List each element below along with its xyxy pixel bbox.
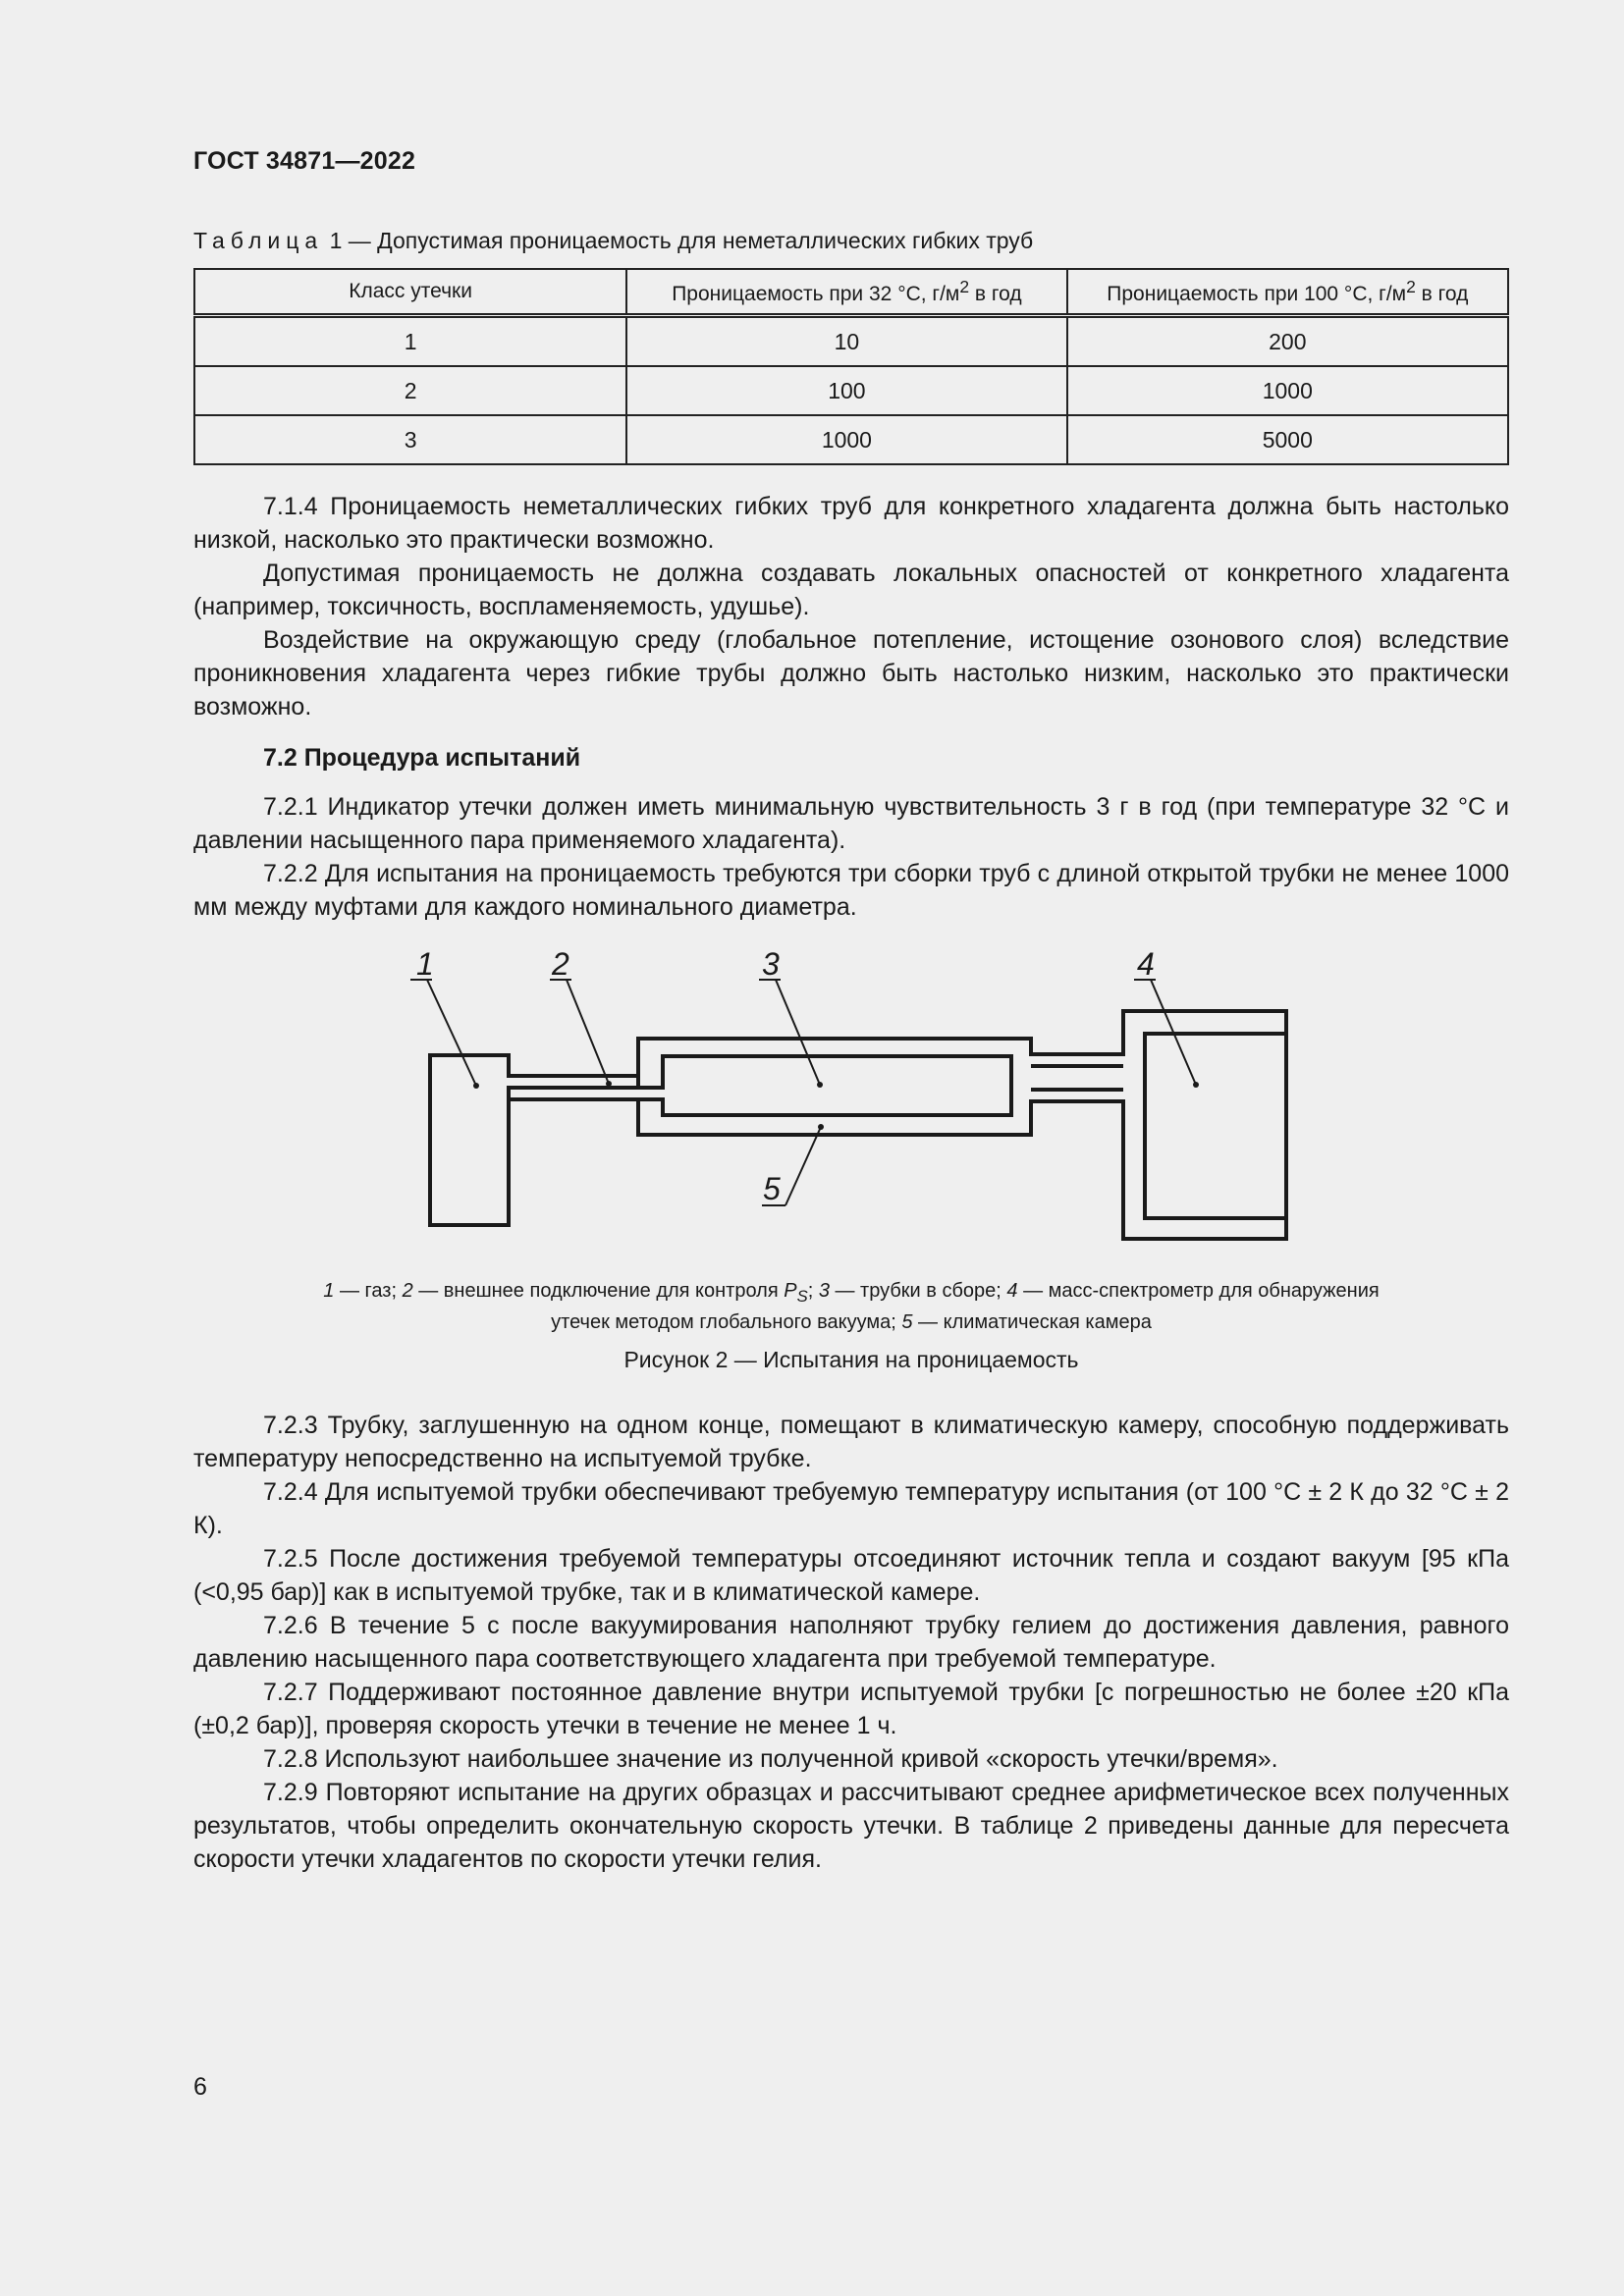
leader-2 (567, 980, 609, 1084)
header-32-unit: в год (969, 283, 1022, 305)
header-permeability-32 (626, 269, 1066, 316)
legend-text: утечек методом глобального вакуума; (551, 1311, 902, 1333)
legend-text: — климатическая камера (912, 1311, 1152, 1333)
header-leak-class: Класс утечки (194, 269, 626, 316)
leader-5 (785, 1127, 821, 1205)
figure-2-legend (193, 1278, 1509, 1336)
cell-perm-100: 1000 (1067, 366, 1508, 415)
document-code: ГОСТ 34871—2022 (193, 147, 416, 175)
label-4: 4 (1137, 946, 1155, 982)
section-7-2-part-a (193, 790, 1509, 924)
table-1-title-text: 1 — Допустимая проницаемость для неметаллических гибких труб (323, 228, 1034, 253)
label-5: 5 (763, 1171, 781, 1206)
tube-assembly-shape (638, 1056, 1011, 1115)
figure-2-diagram (393, 937, 1316, 1252)
paragraph: 7.2.5 После достижения требуемой температуры отсоединяют источник тепла и создают вакуум [95 кПа (<0,95 бар)] как в испытуемой трубке, так и в климатической камере. (193, 1545, 1509, 1606)
cell-class: 3 (194, 415, 626, 464)
permeability-table (193, 268, 1509, 465)
table-1-title (193, 228, 1033, 254)
mass-spectrometer-shape (1145, 1034, 1286, 1218)
paragraph: 7.2.3 Трубку, заглушенную на одном конце, помещают в климатическую камеру, способную поддерживать температуру непосредственно на испытуемой трубке. (193, 1412, 1509, 1472)
header-permeability-100 (1067, 269, 1508, 316)
paragraph: Воздействие на окружающую среду (глобальное потепление, истощение озонового слоя) вследствие проникновения хладагента через гибкие трубы должно быть настолько низким, насколько это практически возможно. (193, 626, 1509, 721)
cell-perm-100: 5000 (1067, 415, 1508, 464)
page-number: 6 (193, 2073, 207, 2101)
header-32-sup: 2 (959, 277, 970, 296)
legend-text: — газ; (334, 1280, 403, 1302)
paragraph: 7.2.6 В течение 5 с после вакуумирования наполняют трубку гелием до достижения давления, равного давлению насыщенного пара соответствующего хладагента при требуемой температуре. (193, 1612, 1509, 1673)
table-row (194, 366, 1508, 415)
paragraph: 7.2.1 Индикатор утечки должен иметь минимальную чувствительность 3 г в год (при температуре 32 °С и давлении насыщенного пара применяемого хладагента). (193, 793, 1509, 854)
legend-symbol-sub: S (796, 1287, 808, 1306)
point-3 (817, 1082, 823, 1088)
table-row (194, 415, 1508, 464)
cell-perm-100: 200 (1067, 316, 1508, 367)
header-100-sup: 2 (1406, 277, 1416, 296)
legend-text: ; (807, 1280, 819, 1302)
legend-num: 5 (901, 1311, 913, 1333)
cell-perm-32: 100 (626, 366, 1066, 415)
cell-class: 2 (194, 366, 626, 415)
point-4 (1193, 1082, 1199, 1088)
point-1 (473, 1083, 479, 1089)
paragraph: 7.2.2 Для испытания на проницаемость требуются три сборки труб с длиной открытой трубки не менее 1000 мм между муфтами для каждого номинального диаметра. (193, 860, 1509, 921)
legend-line-1 (193, 1278, 1509, 1309)
legend-num: 1 (323, 1280, 335, 1302)
header-100-unit: в год (1415, 283, 1469, 305)
point-5 (818, 1124, 824, 1130)
legend-num: 3 (818, 1280, 830, 1302)
legend-text: — масс-спектрометр для обнаружения (1017, 1280, 1380, 1302)
table-1-title-prefix: Таблица (193, 228, 324, 253)
cell-class: 1 (194, 316, 626, 367)
leader-1 (427, 980, 476, 1086)
label-2: 2 (552, 946, 569, 982)
cell-perm-32: 1000 (626, 415, 1066, 464)
legend-num: 4 (1006, 1280, 1018, 1302)
header-32-text: Проницаемость при 32 °С, г/м (672, 283, 960, 305)
section-7-2-heading: 7.2 Процедура испытаний (263, 744, 581, 772)
legend-line-2 (193, 1309, 1509, 1336)
paragraph: Допустимая проницаемость не должна создавать локальных опасностей от конкретного хладагента (например, токсичность, воспламеняемость, удушье). (193, 560, 1509, 620)
section-7-1-4 (193, 490, 1509, 723)
cell-perm-32: 10 (626, 316, 1066, 367)
paragraph: 7.2.9 Повторяют испытание на других образцах и рассчитывают среднее арифметическое всех полученных результатов, чтобы определить окончательную скорость утечки. В таблице 2 приведены данные для пересчета скорости утечки хладагентов по скорости утечки гелия. (193, 1779, 1509, 1873)
paragraph: 7.1.4 Проницаемость неметаллических гибких труб для конкретного хладагента должна быть настолько низкой, насколько это практически возможно. (193, 493, 1509, 554)
chamber-outline (509, 1011, 1286, 1239)
paragraph: 7.2.8 Используют наибольшее значение из полученной кривой «скорость утечки/время». (263, 1745, 1278, 1773)
legend-text: — внешнее подключение для контроля (412, 1280, 785, 1302)
label-3: 3 (762, 946, 780, 982)
leader-3 (776, 980, 820, 1085)
table-header-row (194, 269, 1508, 316)
connector-pipe (1031, 1066, 1123, 1090)
figure-2-caption: Рисунок 2 — Испытания на проницаемость (623, 1347, 1079, 1372)
table-row (194, 316, 1508, 367)
legend-num: 2 (402, 1280, 413, 1302)
legend-text: — трубки в сборе; (829, 1280, 1007, 1302)
label-1: 1 (416, 946, 434, 982)
paragraph: 7.2.4 Для испытуемой трубки обеспечивают требуемую температуру испытания (от 100 °С ± 2 К до 32 °С ± 2 К). (193, 1478, 1509, 1539)
point-2 (606, 1081, 612, 1087)
header-100-text: Проницаемость при 100 °С, г/м (1107, 283, 1407, 305)
legend-symbol: P (784, 1280, 797, 1302)
section-7-2-part-b (193, 1409, 1509, 1876)
paragraph: 7.2.7 Поддерживают постоянное давление внутри испытуемой трубки [с погрешностью не более ±20 кПа (±0,2 бар)], проверяя скорость утечки в течение не менее 1 ч. (193, 1679, 1509, 1739)
